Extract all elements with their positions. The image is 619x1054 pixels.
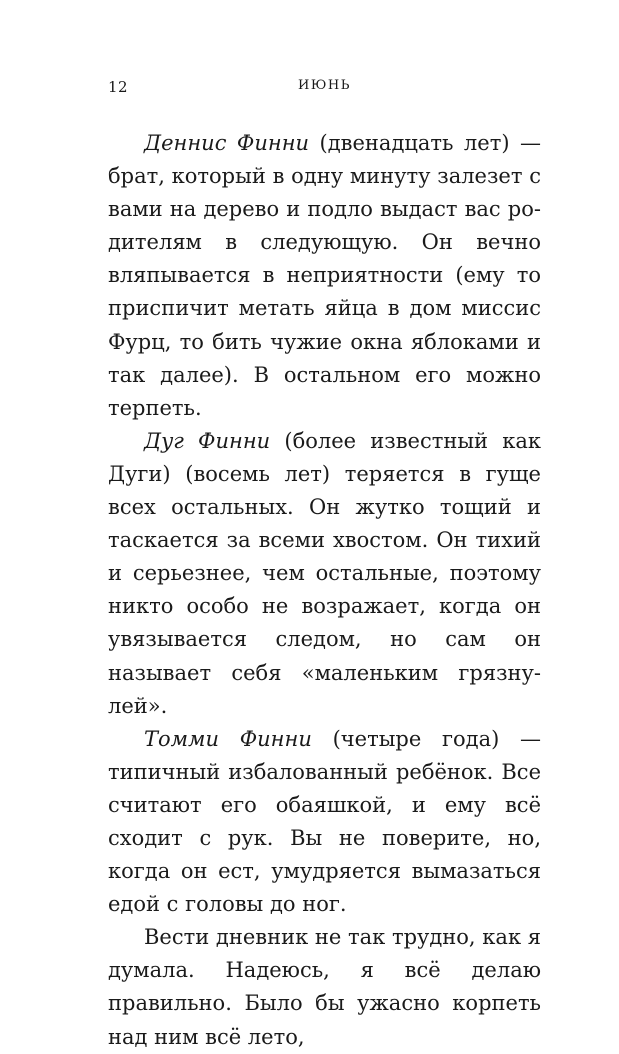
page-header [108,78,541,98]
paragraph-dennis [108,127,541,425]
character-name-tommy: Томми Финни [144,726,312,751]
paragraph-text: Вести дневник не так трудно, как я думала. Надеюсь, я всё делаю правильно. Было бы ужасно корпеть над ним всё лето, [108,925,541,1049]
character-name-doug: Дуг Финни [144,428,271,453]
running-head: ИЮНЬ [298,78,351,93]
paragraph-text: (более известный как Дуги) (восемь лет) теряется в гуще всех остальных. Он жутко тощий и таскается за всеми хвостом. Он тихий и серьезнее, чем остальные, поэтому никто особо не возражает, когда он увязывается следом, но сам он называет себя «маленьким грязнулей». [108,428,541,718]
paragraph-doug [108,425,541,723]
paragraph-diary [108,921,541,1053]
character-name-dennis: Деннис Финни [144,131,310,155]
paragraph-text: (двенадцать лет) — брат, который в одну минуту залезет с вами на дерево и подло выдаст вас родителям в следующую. Он вечно вляпывается в неприятности (ему то приспичит метать яйца в дом миссис Фурц, то бить чужие окна яблоками и так далее). В остальном его можно терпеть. [108,131,541,420]
paragraph-text: (четыре года) — типичный избалованный ребёнок. Все считают его обаяшкой, и ему всё сходит с рук. Вы не поверите, но, когда он ест, умудряется вымазаться едой с головы до ног. [108,726,541,917]
body-text [108,127,541,1054]
page-number: 12 [108,78,129,96]
paragraph-tommy [108,723,541,922]
